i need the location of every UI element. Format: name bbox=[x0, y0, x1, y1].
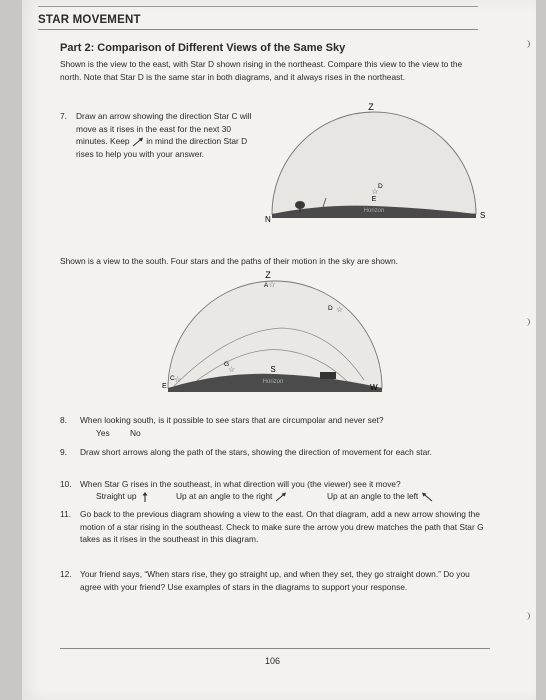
question-number: 11. bbox=[60, 509, 72, 519]
star-icon: ☆ bbox=[371, 187, 379, 196]
star-d-label: D bbox=[378, 183, 383, 190]
star-icon: ☆ bbox=[336, 305, 344, 314]
question-number: 8. bbox=[60, 415, 67, 425]
north-label: N bbox=[265, 215, 271, 224]
answer-no[interactable]: No bbox=[130, 428, 141, 438]
star-icon: ☆ bbox=[268, 280, 276, 289]
arrow-up-right-icon bbox=[275, 492, 287, 502]
question-text: When Star G rises in the southeast, in what direction will you (the viewer) see it move? bbox=[80, 479, 401, 489]
west-label: W bbox=[370, 383, 378, 392]
star-icon: ☆ bbox=[228, 365, 236, 374]
option-straight-up[interactable]: Straight up bbox=[96, 491, 151, 502]
east-view-diagram bbox=[262, 98, 488, 228]
arrow-up-icon bbox=[139, 492, 151, 502]
question-text: Draw short arrows along the path of the stars, showing the direction of movement for each star. bbox=[80, 447, 432, 457]
zenith-label: Z bbox=[265, 270, 271, 280]
option-angle-left[interactable]: Up at an angle to the left bbox=[327, 491, 433, 502]
question-text: Draw an arrow showing the direction Star C will move as it rises in the east for the next 30 minutes. Keep in mind the direction Star D rises to help you with your answer. bbox=[76, 111, 252, 159]
option-angle-right[interactable]: Up at an angle to the right bbox=[176, 491, 287, 502]
south-label: S bbox=[480, 211, 486, 220]
page-number: 106 bbox=[265, 656, 281, 666]
star-icon: ☆ bbox=[174, 375, 182, 384]
footer-rule bbox=[60, 648, 490, 649]
arrow-up-left-icon bbox=[421, 492, 433, 502]
star-c-label: C bbox=[170, 375, 175, 382]
question-text: Your friend says, “When stars rise, they go straight up, and when they set, they go straight down.” Do you agree with your friend? Use examples of stars in the diagrams to support your response. bbox=[80, 569, 470, 592]
south-view-caption: Shown is a view to the south. Four stars and the paths of their motion in the sky are shown. bbox=[60, 256, 398, 266]
top-rule bbox=[38, 6, 478, 7]
diagonal-arrow-icon bbox=[132, 137, 144, 147]
intro-paragraph: Shown is the view to the east, with Star D shown rising in the northeast. Compare this view to the view to the north. Note that Star D is the same star in both diagrams, and it always rises in the northeast. bbox=[60, 59, 463, 82]
horizon-label: Horizon bbox=[363, 208, 385, 214]
star-g-label: G bbox=[224, 361, 230, 368]
east-label: E bbox=[162, 383, 167, 390]
south-view-diagram bbox=[160, 268, 390, 398]
star-d-label: D bbox=[328, 305, 333, 312]
south-label: S bbox=[270, 365, 276, 374]
question-number: 12. bbox=[60, 569, 72, 579]
zenith-label: Z bbox=[368, 102, 374, 112]
east-label: E bbox=[371, 196, 377, 203]
question-text: When looking south, is it possible to see stars that are circumpolar and never set? bbox=[80, 415, 384, 425]
horizon-label: Horizon bbox=[262, 379, 284, 385]
question-number: 9. bbox=[60, 447, 67, 457]
question-text: Go back to the previous diagram showing a view to the east. On that diagram, add a new arrow showing the motion of a star rising in the southeast. Check to make sure the arrow you drew matches the path that Star G takes as it rises in the southeast in this diagram. bbox=[80, 509, 484, 544]
page-header: STAR MOVEMENT bbox=[38, 14, 478, 30]
part-title: Part 2: Comparison of Different Views of the Same Sky bbox=[60, 42, 346, 54]
star-a-label: A bbox=[263, 282, 269, 289]
answer-yes[interactable]: Yes bbox=[96, 428, 110, 438]
building bbox=[320, 372, 336, 379]
question-number: 7. bbox=[60, 111, 67, 121]
question-number: 10. bbox=[60, 479, 72, 489]
